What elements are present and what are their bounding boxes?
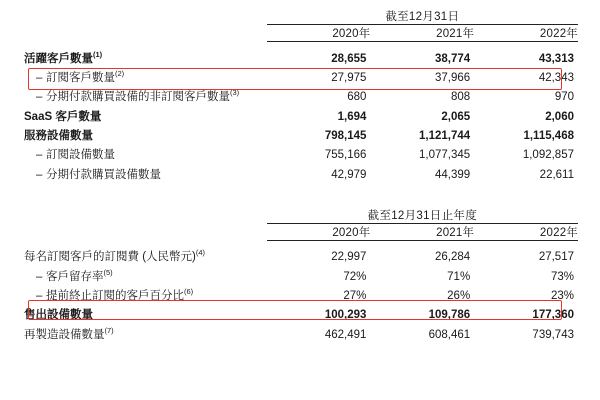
table-row [22, 68, 578, 87]
row-label-text: 活躍客戶數量 [24, 52, 93, 65]
row-value-2020: 28,655 [331, 52, 367, 65]
row-label [22, 286, 267, 305]
spacer-cell [22, 207, 267, 224]
row-footnote: (4) [195, 248, 206, 258]
table-row [22, 127, 578, 146]
table-row [22, 306, 578, 325]
row-label [22, 325, 267, 344]
row-label [22, 127, 267, 146]
row-label [22, 306, 267, 325]
row-footnote: (7) [104, 325, 114, 335]
row-value-2022: 1,092,857 [522, 149, 574, 162]
table-2-year-1: 2020年 [267, 223, 371, 240]
row-label-text: 再製造設備數量 [24, 328, 105, 341]
row-value-2020: 680 [347, 91, 367, 104]
row-label [22, 146, 267, 165]
table-1-year-1: 2020年 [267, 25, 371, 42]
table-2-group-header-row [22, 207, 578, 224]
table-1-group-header: 截至12月31日 [267, 8, 578, 25]
row-label [22, 248, 267, 267]
row-value-2021: 1,077,345 [419, 149, 471, 162]
row-value-2022: 23% [550, 289, 574, 302]
row-value-2020: 22,997 [331, 251, 367, 264]
row-label-text: 售出設備數量 [24, 309, 93, 322]
row-value-2022: 42,343 [538, 71, 574, 84]
dash-marker: – [36, 168, 43, 181]
row-label-text: 訂閱設備數量 [46, 149, 115, 162]
row-value-2022: 2,060 [545, 110, 574, 123]
table-row [22, 146, 578, 165]
row-value-2021: 608,461 [428, 328, 471, 341]
table-row [22, 267, 578, 286]
row-footnote: (1) [93, 49, 103, 59]
row-label-text: 每名訂閱客戶的訂閱費 (人民幣元) [24, 251, 196, 264]
table-1-body [22, 8, 578, 185]
table-2-year-row [22, 223, 578, 240]
dash-marker: – [36, 270, 43, 283]
spacer-cell [22, 25, 267, 42]
row-label-text: 分期付款購買設備的非訂閱客戶數量 [46, 91, 230, 104]
row-value-2020: 72% [343, 270, 367, 283]
row-label [22, 88, 267, 107]
row-footnote: (5) [103, 267, 113, 277]
table-row [22, 248, 578, 267]
row-label-text: 客戶留存率 [46, 270, 104, 283]
row-value-2021: 1,121,744 [419, 130, 471, 142]
table-row [22, 325, 578, 344]
table-row [22, 88, 578, 107]
row-value-2020: 462,491 [324, 328, 367, 341]
table-1-spacer [22, 42, 578, 50]
dash-marker: – [36, 71, 43, 84]
table-1-year-3: 2022年 [474, 25, 578, 42]
table-2-body [22, 207, 578, 345]
row-value-2021: 71% [447, 270, 471, 283]
row-value-2020: 100,293 [324, 309, 367, 322]
row-value-2021: 26% [447, 289, 471, 302]
row-footnote: (2) [115, 69, 125, 79]
spacer-cell [22, 8, 267, 25]
row-value-2022: 27,517 [538, 251, 574, 264]
row-value-2022: 43,313 [538, 52, 574, 65]
table-1-year-2: 2021年 [370, 25, 474, 42]
table-2-spacer [22, 240, 578, 248]
row-value-2020: 27,975 [331, 71, 367, 84]
row-value-2021: 44,399 [435, 168, 471, 181]
row-label-text: 分期付款購買設備數量 [46, 168, 161, 181]
table-2-year-3: 2022年 [474, 223, 578, 240]
row-label-text: SaaS 客戶數量 [24, 110, 102, 123]
row-value-2022: 22,611 [539, 168, 574, 181]
row-value-2021: 38,774 [435, 52, 471, 65]
row-footnote: (6) [184, 287, 194, 297]
row-value-2020: 27% [343, 289, 367, 302]
table-row [22, 286, 578, 305]
row-value-2021: 808 [451, 91, 471, 104]
row-value-2021: 26,284 [435, 251, 471, 264]
row-label [22, 49, 267, 68]
table-row [22, 107, 578, 126]
row-value-2022: 1,115,468 [523, 130, 574, 142]
row-value-2020: 798,145 [324, 130, 367, 142]
row-value-2020: 42,979 [331, 168, 367, 181]
row-label [22, 107, 267, 126]
row-value-2020: 1,694 [337, 110, 367, 123]
metrics-table-1 [22, 8, 578, 185]
row-value-2022: 970 [554, 91, 574, 104]
row-value-2021: 2,065 [441, 110, 471, 123]
row-label [22, 267, 267, 286]
table-1-group-header-row [22, 8, 578, 25]
row-label [22, 165, 267, 184]
table-row [22, 49, 578, 68]
row-footnote: (3) [230, 88, 240, 98]
spacer-cell [22, 223, 267, 240]
row-value-2022: 177,360 [532, 309, 574, 322]
table-row [22, 165, 578, 184]
table-1-year-row [22, 25, 578, 42]
dash-marker: – [36, 91, 43, 104]
table-2-year-2: 2021年 [370, 223, 474, 240]
row-label-text: 服務設備數量 [24, 130, 93, 142]
table-2-group-header: 截至12月31日止年度 [267, 207, 578, 224]
row-value-2021: 109,786 [428, 309, 471, 322]
row-label-text: 訂閱客戶數量 [46, 71, 115, 84]
dash-marker: – [36, 289, 43, 302]
row-value-2022: 739,743 [532, 328, 574, 341]
row-value-2022: 73% [550, 270, 574, 283]
row-label-text: 提前終止訂閱的客戶百分比 [46, 289, 184, 302]
row-value-2021: 37,966 [435, 71, 471, 84]
row-label [22, 68, 267, 87]
row-value-2020: 755,166 [324, 149, 367, 162]
metrics-table-2 [22, 207, 578, 345]
dash-marker: – [36, 149, 43, 162]
